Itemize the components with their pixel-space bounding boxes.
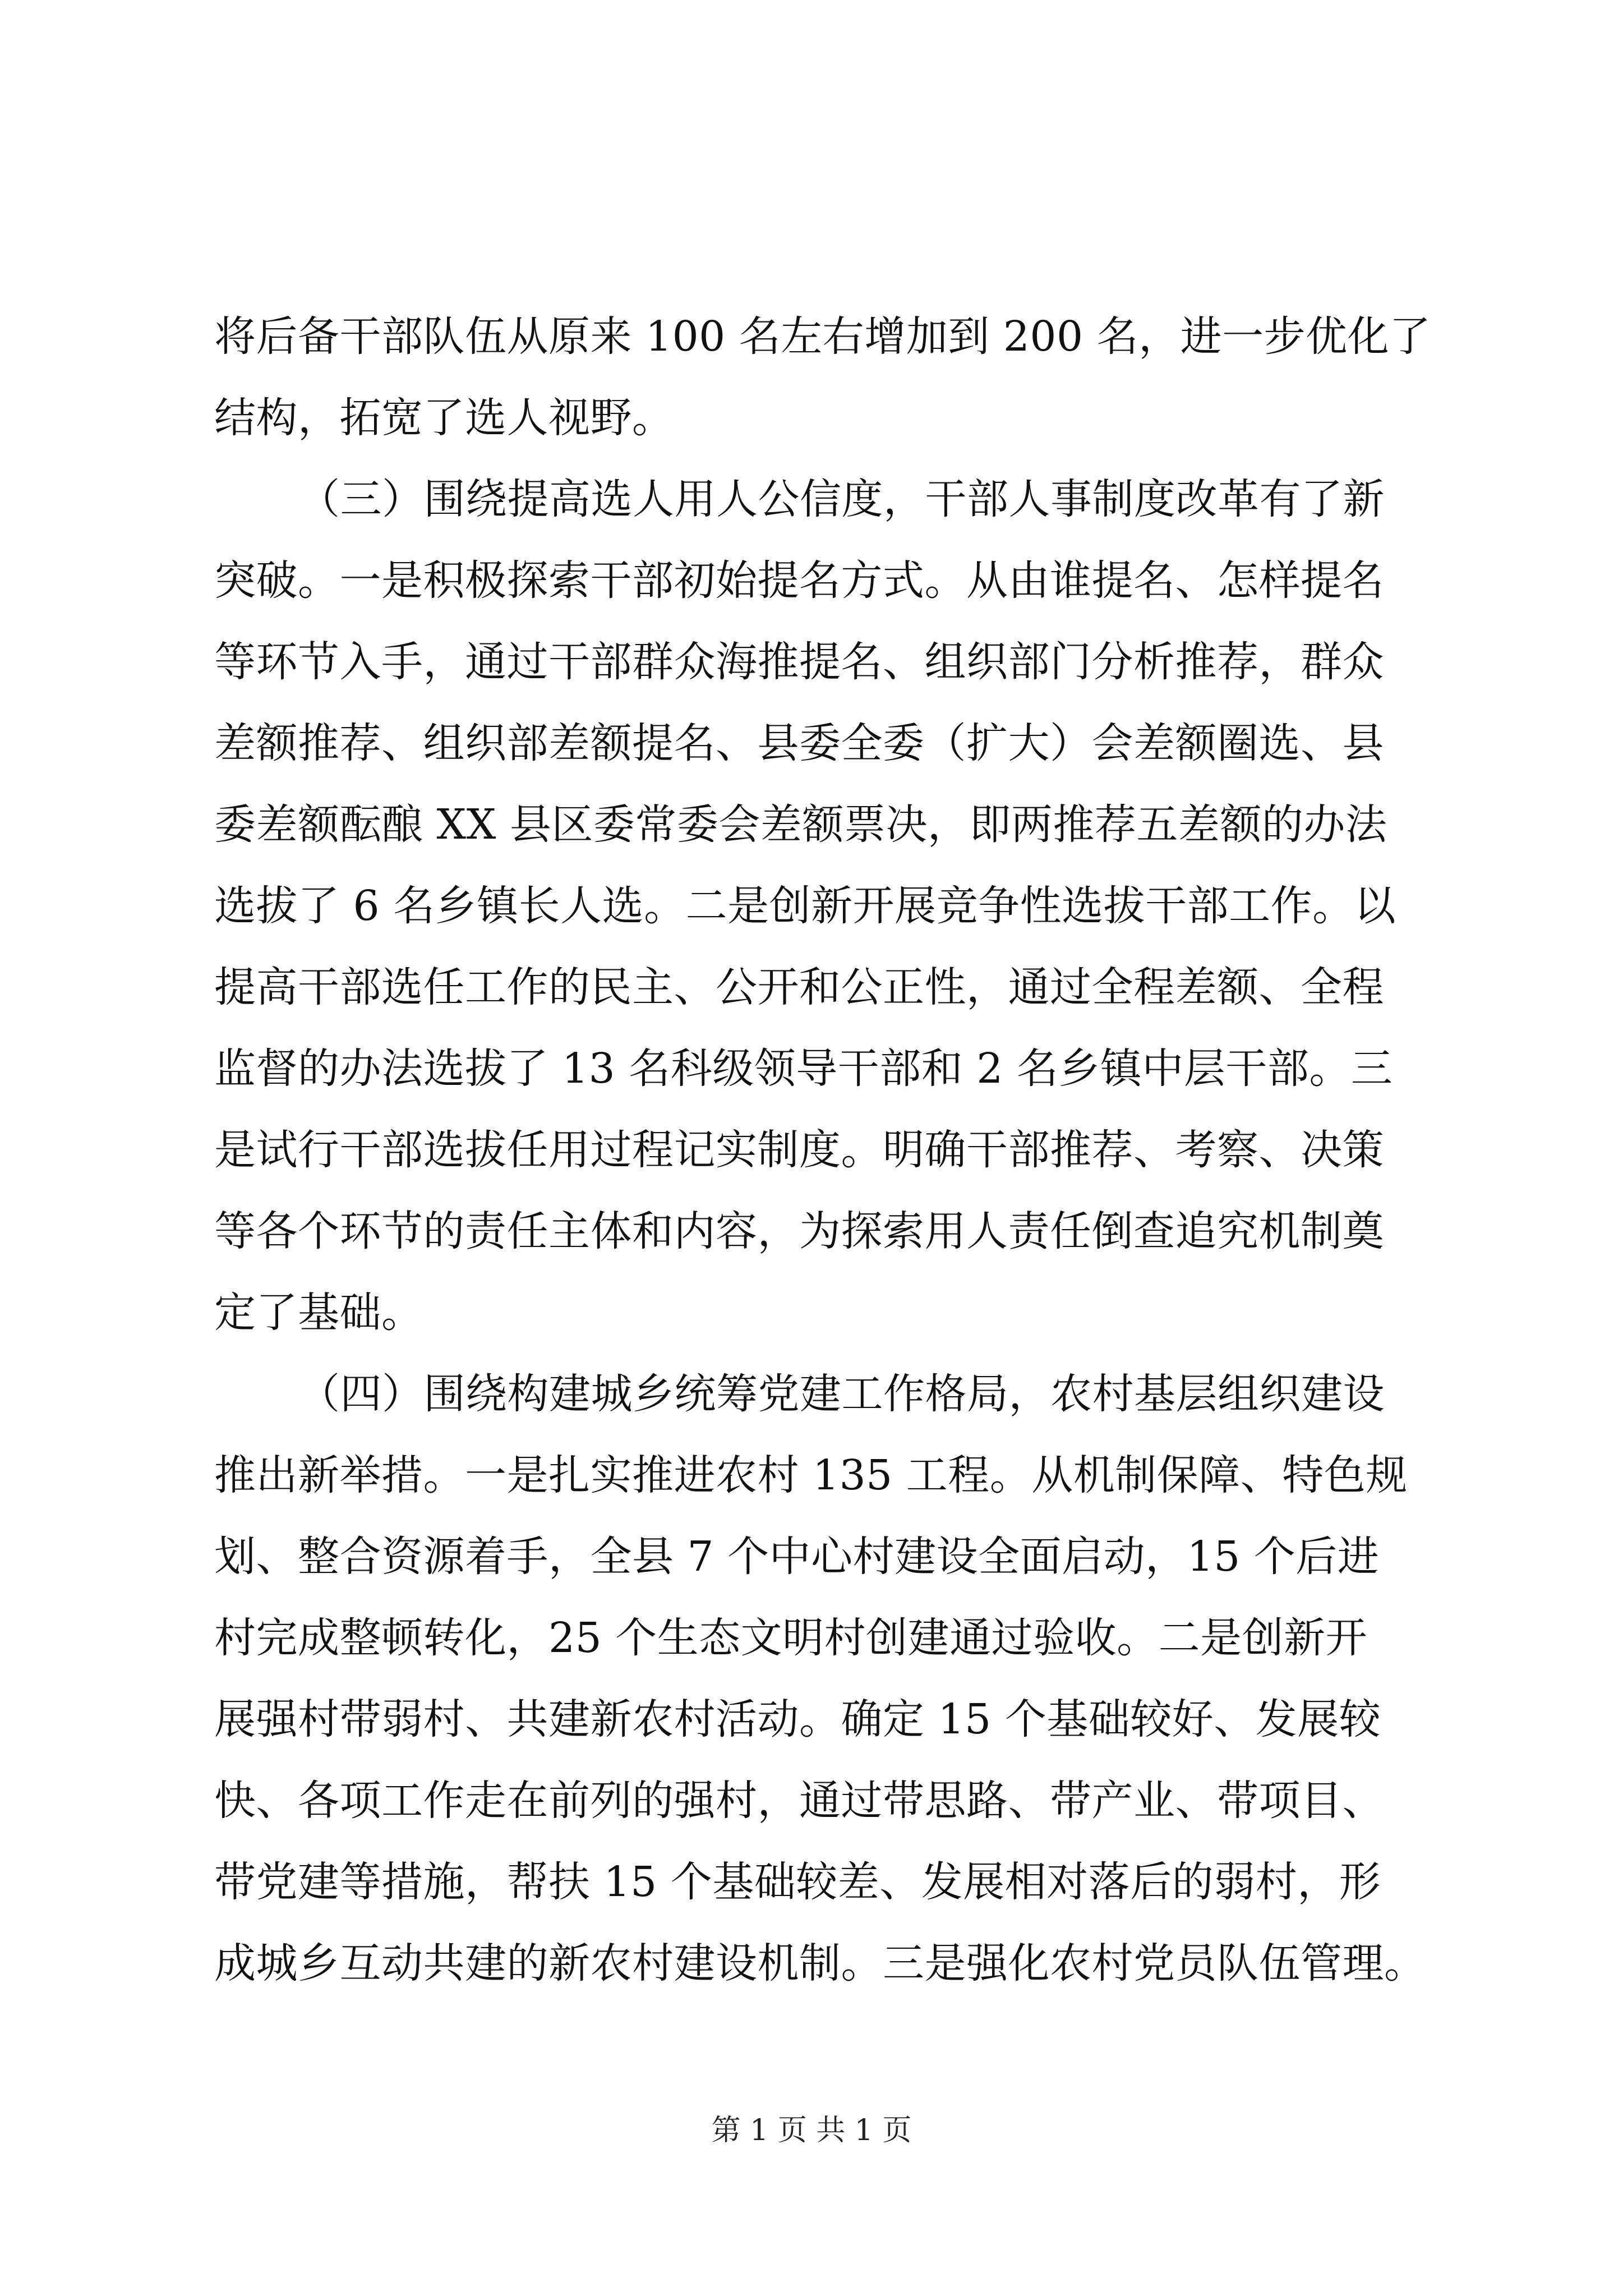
text-line: 监督的办法选拔了 13 名科级领导干部和 2 名乡镇中层干部。三 (214, 1045, 1393, 1093)
text-line: 差额推荐、组织部差额提名、县委全委（扩大）会差额圈选、县 (214, 719, 1384, 767)
text-line: （四）围绕构建城乡统筹党建工作格局，农村基层组织建设 (298, 1370, 1385, 1418)
text-line: 展强村带弱村、共建新农村活动。确定 15 个基础较好、发展较 (214, 1695, 1381, 1743)
document-body (214, 296, 1431, 2004)
text-line: （三）围绕提高选人用人公信度，干部人事制度改革有了新 (298, 475, 1385, 523)
text-line: 推出新举措。一是扎实推进农村 135 工程。从机制保障、特色规 (214, 1451, 1408, 1499)
paragraph-continuation (214, 296, 1431, 459)
text-line: 成城乡互动共建的新农村建设机制。三是强化农村党员队伍管理。 (214, 1939, 1426, 1987)
text-line: 快、各项工作走在前列的强村，通过带思路、带产业、带项目、 (214, 1777, 1384, 1825)
text-line: 突破。一是积极探索干部初始提名方式。从由谁提名、怎样提名 (214, 556, 1384, 605)
text-line: 委差额酝酿 XX 县区委常委会差额票决，即两推荐五差额的办法 (214, 800, 1387, 849)
text-line: 定了基础。 (214, 1289, 423, 1337)
text-line: 村完成整顿转化，25 个生态文明村创建通过验收。二是创新开 (214, 1614, 1368, 1662)
text-line: 带党建等措施，帮扶 15 个基础较差、发展相对落后的弱村，形 (214, 1858, 1381, 1906)
text-line: 将后备干部队伍从原来 100 名左右增加到 200 名，进一步优化了 (214, 312, 1431, 361)
text-line: 提高干部选任工作的民主、公开和公正性，通过全程差额、全程 (214, 963, 1384, 1011)
text-line: 选拔了 6 名乡镇长人选。二是创新开展竞争性选拔干部工作。以 (214, 882, 1396, 930)
paragraph-section-three (214, 459, 1420, 1354)
page-footer (0, 2106, 1623, 2148)
paragraph-section-four (214, 1354, 1426, 2004)
page-number: 第 1 页 共 1 页 (711, 2114, 912, 2147)
text-line: 等各个环节的责任主体和内容，为探索用人责任倒查追究机制奠 (214, 1207, 1384, 1255)
text-line: 是试行干部选拔任用过程记实制度。明确干部推荐、考察、决策 (214, 1126, 1384, 1174)
text-line: 等环节入手，通过干部群众海推提名、组织部门分析推荐，群众 (214, 638, 1384, 686)
text-line: 划、整合资源着手，全县 7 个中心村建设全面启动，15 个后进 (214, 1533, 1380, 1581)
text-line: 结构，拓宽了选人视野。 (214, 394, 674, 442)
